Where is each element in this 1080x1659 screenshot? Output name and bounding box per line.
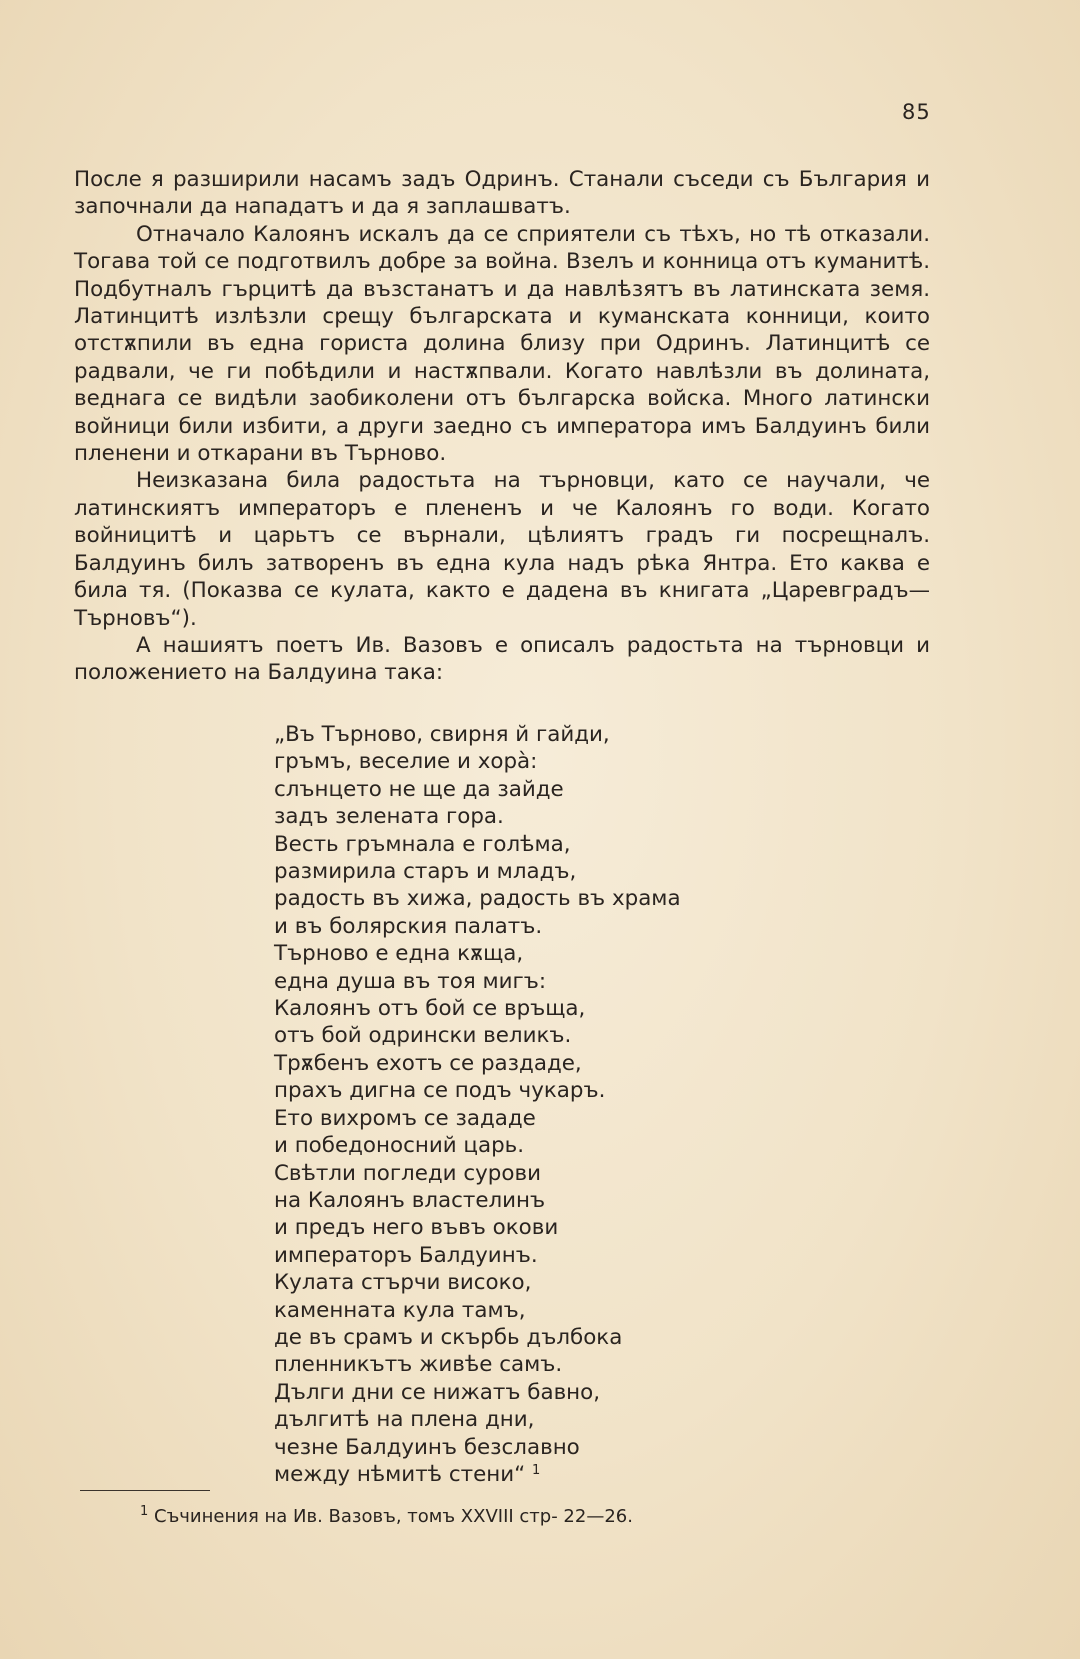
poem-line: каменната кула тамъ, bbox=[274, 1297, 526, 1323]
poem-line: де въ срамъ и скърбь дълбока bbox=[274, 1324, 623, 1350]
paragraph: А нашиятъ поетъ Ив. Вазовъ е описалъ радостьта на търновци и положението на Балдуина така: bbox=[74, 632, 930, 686]
poem-line: Дълги дни се нижатъ бавно, bbox=[274, 1379, 601, 1405]
poem-line: размирила старъ и младъ, bbox=[274, 859, 577, 885]
poem-line: една душа въ тоя мигъ: bbox=[274, 968, 547, 994]
poem-line: слънцето не ще да зайде bbox=[274, 776, 564, 802]
poem-line: и победоносний царь. bbox=[274, 1133, 525, 1159]
poem-line: прахъ дигна се подъ чукаръ. bbox=[274, 1078, 606, 1104]
poem bbox=[274, 721, 794, 1488]
poem-line: радость въ хижа, радость въ храма bbox=[274, 886, 681, 912]
paragraph: Отначало Калоянъ искалъ да се сприятели съ тѣхъ, но тѣ отказали. Тогава той се подготвилъ добре за война. Взелъ и конница отъ куманитѣ. Подбутналъ гърцитѣ да възстанатъ и да навлѣзятъ въ латинската земя. Латинцитѣ излѣзли срещу българската и куманската конници, които отстѫпили въ една гориста долина близу при Одринъ. Латинцитѣ се радвали, че ги побѣдили и настѫпвали. Когато навлѣзли въ долината, веднага се видѣли заобиколени отъ българска войска. Много латински войници били избити, а други заедно съ императора имъ Балдуинъ били пленени и откарани въ Търново. bbox=[74, 221, 930, 467]
poem-line: императоръ Балдуинъ. bbox=[274, 1242, 538, 1268]
body-text bbox=[74, 166, 930, 687]
poem-line: отъ бой одрински великъ. bbox=[274, 1023, 572, 1049]
poem-line-text: между нѣмитѣ стени“ bbox=[274, 1461, 526, 1487]
footnote-divider bbox=[80, 1490, 210, 1491]
poem-line: гръмъ, веселие и хорà: bbox=[274, 749, 538, 775]
paragraph: После я разширили насамъ задъ Одринъ. Станали съседи съ България и започнали да нападатъ и да я заплашватъ. bbox=[74, 167, 930, 220]
footnote-text: Съчинения на Ив. Вазовъ, томъ XXVIII стр- 22—26. bbox=[154, 1506, 633, 1527]
paragraph: Неизказана била радостьта на търновци, като се научали, че латинскиятъ императоръ е плененъ и че Калоянъ го води. Когато войницитѣ и царьтъ се върнали, цѣлиятъ градъ ги посрещналъ. Балдуинъ билъ затворенъ въ една кула надъ рѣка Янтра. Ето каква е била тя. (Показва се кулата, както е дадена въ книгата „Царевградъ—Търновъ“). bbox=[74, 468, 930, 631]
poem-last-line bbox=[274, 1461, 794, 1488]
footnote-reference[interactable]: 1 bbox=[532, 1462, 541, 1478]
poem-line: Калоянъ отъ бой се връща, bbox=[274, 996, 586, 1022]
poem-line: Трѫбенъ ехотъ се раздаде, bbox=[274, 1050, 582, 1076]
footnote bbox=[140, 1505, 633, 1529]
poem-line: „Въ Търново, свирня й гайди, bbox=[274, 722, 610, 747]
poem-line: Свѣтли погледи сурови bbox=[274, 1160, 541, 1186]
page-number: 85 bbox=[902, 100, 931, 124]
poem-line: Ето вихромъ се зададе bbox=[274, 1105, 536, 1131]
poem-line: на Калоянъ властелинъ bbox=[274, 1187, 546, 1213]
poem-line: Кулата стърчи високо, bbox=[274, 1270, 532, 1296]
poem-line: пленникътъ живѣе самъ. bbox=[274, 1352, 563, 1378]
poem-line: и въ болярския палатъ. bbox=[274, 913, 543, 939]
poem-line: Търново е една кѫща, bbox=[274, 941, 524, 967]
poem-line: дългитѣ на плена дни, bbox=[274, 1407, 535, 1433]
poem-line: и предъ него въвъ окови bbox=[274, 1215, 559, 1241]
footnote-marker: 1 bbox=[140, 1504, 149, 1519]
poem-line: задъ зелената гора. bbox=[274, 804, 504, 830]
poem-line: Весть гръмнала е голѣма, bbox=[274, 831, 571, 857]
poem-line: чезне Балдуинъ безславно bbox=[274, 1434, 580, 1460]
